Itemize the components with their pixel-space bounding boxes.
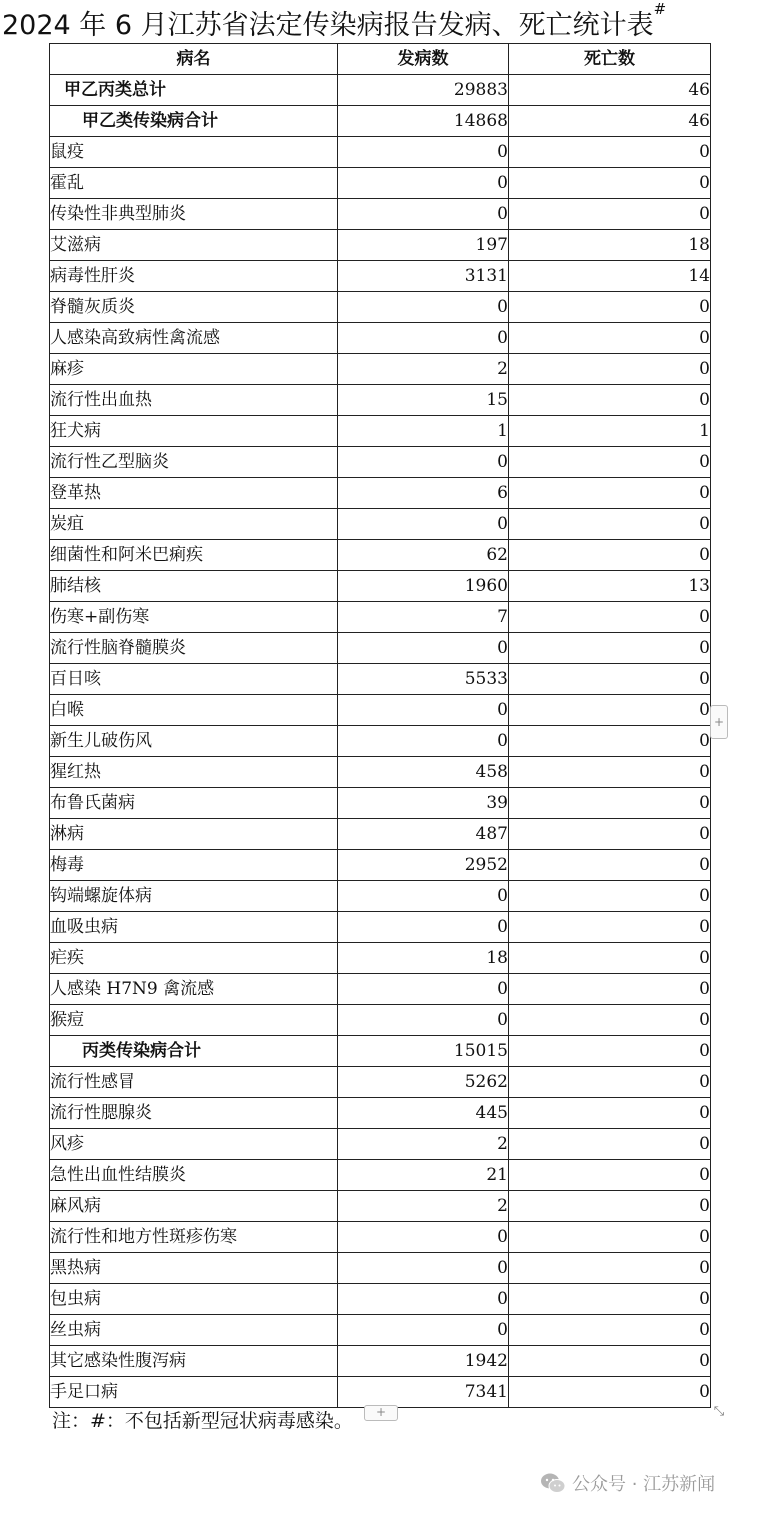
table-row <box>50 509 711 540</box>
disease-name-cell: 甲乙类传染病合计 <box>50 106 338 137</box>
deaths-cell: 14 <box>509 261 711 292</box>
disease-name-cell: 丝虫病 <box>50 1315 338 1346</box>
cases-cell: 0 <box>338 199 509 230</box>
cases-cell: 2 <box>338 354 509 385</box>
table-row <box>50 385 711 416</box>
deaths-cell: 0 <box>509 726 711 757</box>
deaths-cell: 0 <box>509 199 711 230</box>
deaths-cell: 0 <box>509 1067 711 1098</box>
cases-cell: 2 <box>338 1191 509 1222</box>
deaths-cell: 0 <box>509 819 711 850</box>
table-row <box>50 540 711 571</box>
table-row <box>50 850 711 881</box>
disease-name-cell: 甲乙丙类总计 <box>50 75 338 106</box>
cases-cell: 458 <box>338 757 509 788</box>
table-row <box>50 726 711 757</box>
add-row-button[interactable] <box>364 1405 398 1421</box>
cases-cell: 5262 <box>338 1067 509 1098</box>
table-row <box>50 1098 711 1129</box>
table-row <box>50 1067 711 1098</box>
table-row <box>50 1191 711 1222</box>
cases-cell: 0 <box>338 168 509 199</box>
cases-cell: 3131 <box>338 261 509 292</box>
cases-cell: 0 <box>338 323 509 354</box>
title-text: 2024 年 6 月江苏省法定传染病报告发病、死亡统计表 <box>2 10 654 41</box>
table-row <box>50 1005 711 1036</box>
table-row <box>50 261 711 292</box>
deaths-cell: 0 <box>509 1036 711 1067</box>
deaths-cell: 0 <box>509 478 711 509</box>
table-row <box>50 1315 711 1346</box>
deaths-cell: 46 <box>509 75 711 106</box>
cases-cell: 15015 <box>338 1036 509 1067</box>
deaths-cell: 0 <box>509 1222 711 1253</box>
disease-name-cell: 流行性和地方性斑疹伤寒 <box>50 1222 338 1253</box>
cases-cell: 0 <box>338 1222 509 1253</box>
deaths-cell: 18 <box>509 230 711 261</box>
cases-cell: 6 <box>338 478 509 509</box>
disease-name-cell: 艾滋病 <box>50 230 338 261</box>
cases-cell: 0 <box>338 633 509 664</box>
subtotal-row <box>50 1036 711 1067</box>
deaths-cell: 0 <box>509 509 711 540</box>
table-row <box>50 664 711 695</box>
disease-name-cell: 风疹 <box>50 1129 338 1160</box>
cases-cell: 487 <box>338 819 509 850</box>
deaths-cell: 0 <box>509 912 711 943</box>
cases-cell: 21 <box>338 1160 509 1191</box>
disease-name-cell: 麻风病 <box>50 1191 338 1222</box>
disease-name-cell: 包虫病 <box>50 1284 338 1315</box>
table-row <box>50 1377 711 1408</box>
cases-cell: 0 <box>338 1253 509 1284</box>
disease-name-cell: 手足口病 <box>50 1377 338 1408</box>
table-row <box>50 199 711 230</box>
cases-cell: 14868 <box>338 106 509 137</box>
deaths-cell: 0 <box>509 292 711 323</box>
disease-name-cell: 传染性非典型肺炎 <box>50 199 338 230</box>
header-disease-name: 病名 <box>50 44 338 75</box>
table-row <box>50 1284 711 1315</box>
deaths-cell: 0 <box>509 1346 711 1377</box>
cases-cell: 0 <box>338 292 509 323</box>
table-row <box>50 447 711 478</box>
deaths-cell: 0 <box>509 1315 711 1346</box>
table-row <box>50 137 711 168</box>
deaths-cell: 0 <box>509 974 711 1005</box>
table-row <box>50 633 711 664</box>
table-row <box>50 757 711 788</box>
disease-name-cell: 病毒性肝炎 <box>50 261 338 292</box>
cases-cell: 0 <box>338 137 509 168</box>
disease-name-cell: 淋病 <box>50 819 338 850</box>
disease-name-cell: 流行性感冒 <box>50 1067 338 1098</box>
cases-cell: 5533 <box>338 664 509 695</box>
table-row <box>50 819 711 850</box>
table-row <box>50 168 711 199</box>
deaths-cell: 0 <box>509 323 711 354</box>
grand-total-row <box>50 75 711 106</box>
cases-cell: 7 <box>338 602 509 633</box>
disease-name-cell: 登革热 <box>50 478 338 509</box>
disease-name-cell: 流行性脑脊髓膜炎 <box>50 633 338 664</box>
table-row <box>50 602 711 633</box>
disease-name-cell: 流行性出血热 <box>50 385 338 416</box>
table-row <box>50 323 711 354</box>
cases-cell: 0 <box>338 447 509 478</box>
deaths-cell: 0 <box>509 1377 711 1408</box>
deaths-cell: 0 <box>509 1253 711 1284</box>
table-row <box>50 230 711 261</box>
deaths-cell: 13 <box>509 571 711 602</box>
deaths-cell: 0 <box>509 664 711 695</box>
deaths-cell: 0 <box>509 1098 711 1129</box>
table-header-row <box>50 44 711 75</box>
table-row <box>50 478 711 509</box>
disease-name-cell: 其它感染性腹泻病 <box>50 1346 338 1377</box>
disease-name-cell: 流行性腮腺炎 <box>50 1098 338 1129</box>
subtotal-row <box>50 106 711 137</box>
header-deaths: 死亡数 <box>509 44 711 75</box>
disease-name-cell: 细菌性和阿米巴痢疾 <box>50 540 338 571</box>
deaths-cell: 46 <box>509 106 711 137</box>
deaths-cell: 0 <box>509 850 711 881</box>
cases-cell: 1 <box>338 416 509 447</box>
disease-name-cell: 急性出血性结膜炎 <box>50 1160 338 1191</box>
table-row <box>50 1222 711 1253</box>
cases-cell: 0 <box>338 509 509 540</box>
cases-cell: 15 <box>338 385 509 416</box>
deaths-cell: 0 <box>509 757 711 788</box>
table-row <box>50 1129 711 1160</box>
deaths-cell: 0 <box>509 385 711 416</box>
disease-name-cell: 鼠疫 <box>50 137 338 168</box>
disease-name-cell: 伤寒+副伤寒 <box>50 602 338 633</box>
disease-name-cell: 黑热病 <box>50 1253 338 1284</box>
disease-name-cell: 狂犬病 <box>50 416 338 447</box>
watermark <box>540 1470 715 1496</box>
deaths-cell: 1 <box>509 416 711 447</box>
disease-name-cell: 血吸虫病 <box>50 912 338 943</box>
cases-cell: 39 <box>338 788 509 819</box>
disease-name-cell: 百日咳 <box>50 664 338 695</box>
deaths-cell: 0 <box>509 1284 711 1315</box>
disease-name-cell: 布鲁氏菌病 <box>50 788 338 819</box>
disease-name-cell: 麻疹 <box>50 354 338 385</box>
cases-cell: 18 <box>338 943 509 974</box>
cases-cell: 1960 <box>338 571 509 602</box>
disease-name-cell: 脊髓灰质炎 <box>50 292 338 323</box>
deaths-cell: 0 <box>509 695 711 726</box>
cases-cell: 0 <box>338 1315 509 1346</box>
plus-icon: + <box>713 715 725 729</box>
table-row <box>50 571 711 602</box>
page-title <box>2 0 667 41</box>
deaths-cell: 0 <box>509 881 711 912</box>
disease-name-cell: 钩端螺旋体病 <box>50 881 338 912</box>
cases-cell: 0 <box>338 1005 509 1036</box>
disease-name-cell: 白喉 <box>50 695 338 726</box>
deaths-cell: 0 <box>509 943 711 974</box>
table-row <box>50 1160 711 1191</box>
deaths-cell: 0 <box>509 1129 711 1160</box>
deaths-cell: 0 <box>509 1005 711 1036</box>
cases-cell: 445 <box>338 1098 509 1129</box>
cases-cell: 0 <box>338 1284 509 1315</box>
deaths-cell: 0 <box>509 168 711 199</box>
cases-cell: 2 <box>338 1129 509 1160</box>
table-row <box>50 695 711 726</box>
disease-name-cell: 流行性乙型脑炎 <box>50 447 338 478</box>
wechat-icon <box>540 1472 566 1494</box>
plus-icon: + <box>375 1405 387 1419</box>
disease-name-cell: 人感染高致病性禽流感 <box>50 323 338 354</box>
disease-name-cell: 肺结核 <box>50 571 338 602</box>
table-row <box>50 943 711 974</box>
table-row <box>50 1346 711 1377</box>
cases-cell: 29883 <box>338 75 509 106</box>
table-row <box>50 788 711 819</box>
disease-name-cell: 人感染 H7N9 禽流感 <box>50 974 338 1005</box>
cases-cell: 7341 <box>338 1377 509 1408</box>
cases-cell: 0 <box>338 695 509 726</box>
table-body <box>50 75 711 1408</box>
table-row <box>50 416 711 447</box>
deaths-cell: 0 <box>509 137 711 168</box>
deaths-cell: 0 <box>509 447 711 478</box>
resize-handle-icon[interactable]: ⤡ <box>713 1404 725 1419</box>
cases-cell: 0 <box>338 974 509 1005</box>
watermark-text: 公众号 · 江苏新闻 <box>572 1474 716 1495</box>
cases-cell: 197 <box>338 230 509 261</box>
deaths-cell: 0 <box>509 788 711 819</box>
disease-name-cell: 猩红热 <box>50 757 338 788</box>
disease-name-cell: 梅毒 <box>50 850 338 881</box>
deaths-cell: 0 <box>509 1191 711 1222</box>
table-row <box>50 354 711 385</box>
disease-name-cell: 疟疾 <box>50 943 338 974</box>
deaths-cell: 0 <box>509 1160 711 1191</box>
cases-cell: 0 <box>338 912 509 943</box>
table-row <box>50 1253 711 1284</box>
header-cases: 发病数 <box>338 44 509 75</box>
add-column-button[interactable] <box>710 705 728 739</box>
cases-cell: 62 <box>338 540 509 571</box>
table-row <box>50 912 711 943</box>
disease-name-cell: 霍乱 <box>50 168 338 199</box>
cases-cell: 0 <box>338 726 509 757</box>
cases-cell: 1942 <box>338 1346 509 1377</box>
disease-name-cell: 猴痘 <box>50 1005 338 1036</box>
cases-cell: 0 <box>338 881 509 912</box>
table-row <box>50 292 711 323</box>
disease-name-cell: 新生儿破伤风 <box>50 726 338 757</box>
deaths-cell: 0 <box>509 540 711 571</box>
deaths-cell: 0 <box>509 602 711 633</box>
disease-stats-table <box>49 43 711 1408</box>
deaths-cell: 0 <box>509 354 711 385</box>
cases-cell: 2952 <box>338 850 509 881</box>
footnote: 注：#：不包括新型冠状病毒感染。 <box>52 1410 353 1432</box>
title-footnote-mark: # <box>653 0 667 18</box>
disease-name-cell: 炭疽 <box>50 509 338 540</box>
disease-name-cell: 丙类传染病合计 <box>50 1036 338 1067</box>
deaths-cell: 0 <box>509 633 711 664</box>
table-row <box>50 881 711 912</box>
table-row <box>50 974 711 1005</box>
